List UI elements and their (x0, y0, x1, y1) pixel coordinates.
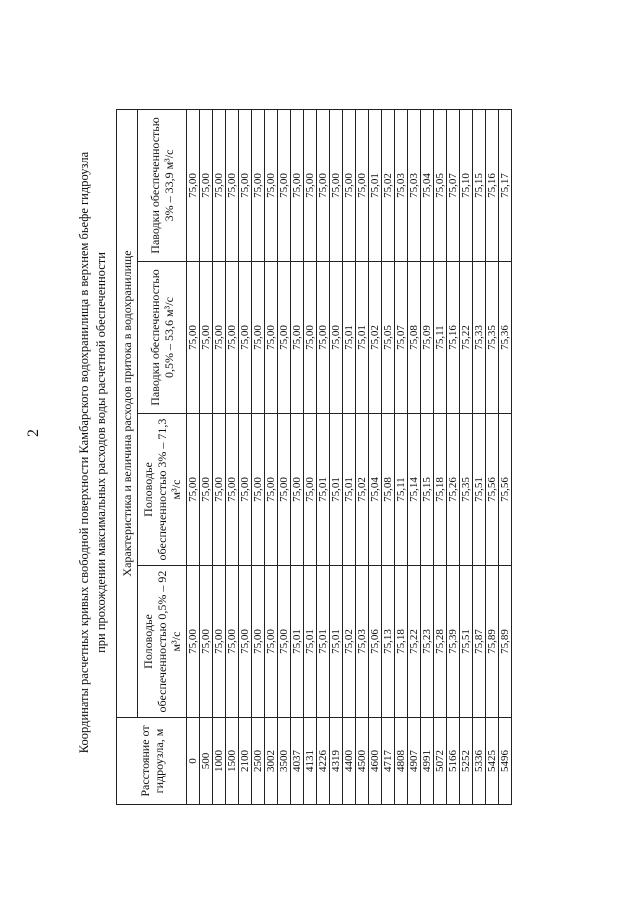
table-title-line-1: Координаты расчетных кривых свободной поверхности Камбарского водохранилища в верхнем бьефе гидроузла (77, 151, 91, 754)
level-cell: 75,05 (434, 109, 447, 261)
level-cell: 75,00 (200, 109, 213, 261)
level-cell: 75,03 (408, 109, 421, 261)
distance-cell: 3002 (265, 718, 278, 805)
level-cell: 75,00 (226, 109, 239, 261)
level-cell: 75,04 (369, 414, 382, 566)
distance-cell: 3500 (278, 718, 291, 805)
level-cell: 75,00 (291, 109, 304, 261)
level-cell: 75,00 (317, 262, 330, 414)
distance-cell: 4500 (356, 718, 369, 805)
level-cell: 75,05 (382, 262, 395, 414)
level-cell: 75,00 (278, 109, 291, 261)
level-cell: 75,00 (278, 414, 291, 566)
level-cell: 75,89 (486, 566, 499, 718)
level-cell: 75,87 (473, 566, 486, 718)
header-col-1: Половодье обеспеченностью 0,5% – 92 м³/с (138, 566, 187, 718)
level-cell: 75,15 (473, 109, 486, 261)
level-cell: 75,00 (265, 414, 278, 566)
distance-cell: 5336 (473, 718, 486, 805)
water-surface-table (116, 109, 512, 805)
table-row (278, 109, 291, 804)
table-row (473, 109, 486, 804)
distance-cell: 2500 (252, 718, 265, 805)
level-cell: 75,28 (434, 566, 447, 718)
level-cell: 75,00 (343, 109, 356, 261)
header-col-2: Половодье обеспеченностью 3% – 71,3 м³/с (138, 414, 187, 566)
distance-cell: 5425 (486, 718, 499, 805)
distance-cell: 4037 (291, 718, 304, 805)
level-cell: 75,00 (265, 262, 278, 414)
level-cell: 75,00 (226, 566, 239, 718)
level-cell: 75,01 (343, 414, 356, 566)
level-cell: 75,22 (460, 262, 473, 414)
level-cell: 75,00 (252, 566, 265, 718)
level-cell: 75,11 (434, 262, 447, 414)
table-title-line-2: при прохождении максимальных расходов воды расчетной обеспеченности (94, 252, 108, 653)
table-row (447, 109, 460, 804)
distance-cell: 5072 (434, 718, 447, 805)
table-row (369, 109, 382, 804)
distance-cell: 2100 (239, 718, 252, 805)
level-cell: 75,26 (447, 414, 460, 566)
header-distance: Расстояние от гидроузла, м (117, 718, 187, 805)
distance-cell: 4907 (408, 718, 421, 805)
level-cell: 75,00 (239, 262, 252, 414)
level-cell: 75,00 (278, 566, 291, 718)
level-cell: 75,16 (486, 109, 499, 261)
level-cell: 75,02 (356, 414, 369, 566)
level-cell: 75,07 (447, 109, 460, 261)
table-row (343, 109, 356, 804)
level-cell: 75,13 (382, 566, 395, 718)
table-row (265, 109, 278, 804)
level-cell: 75,02 (382, 109, 395, 261)
level-cell: 75,01 (304, 566, 317, 718)
table-row (408, 109, 421, 804)
level-cell: 75,00 (330, 109, 343, 261)
table-row (395, 109, 408, 804)
level-cell: 75,33 (473, 262, 486, 414)
table-row (421, 109, 434, 804)
level-cell: 75,01 (317, 414, 330, 566)
level-cell: 75,00 (304, 109, 317, 261)
level-cell: 75,00 (226, 262, 239, 414)
level-cell: 75,01 (369, 109, 382, 261)
level-cell: 75,00 (356, 109, 369, 261)
level-cell: 75,00 (226, 414, 239, 566)
table-row (356, 109, 369, 804)
level-cell: 75,00 (265, 109, 278, 261)
level-cell: 75,00 (200, 414, 213, 566)
table-row (226, 109, 239, 804)
level-cell: 75,01 (317, 566, 330, 718)
level-cell: 75,00 (317, 109, 330, 261)
level-cell: 75,00 (187, 414, 200, 566)
level-cell: 75,00 (330, 262, 343, 414)
distance-cell: 5252 (460, 718, 473, 805)
table-body (187, 109, 512, 804)
distance-cell: 4991 (421, 718, 434, 805)
distance-cell: 1500 (226, 718, 239, 805)
table-row (291, 109, 304, 804)
level-cell: 75,00 (187, 262, 200, 414)
level-cell: 75,00 (252, 414, 265, 566)
level-cell: 75,22 (408, 566, 421, 718)
table-row (317, 109, 330, 804)
table-row (187, 109, 200, 804)
level-cell: 75,00 (213, 414, 226, 566)
distance-cell: 0 (187, 718, 200, 805)
level-cell: 75,07 (395, 262, 408, 414)
table-row (460, 109, 473, 804)
level-cell: 75,00 (200, 566, 213, 718)
level-cell: 75,03 (356, 566, 369, 718)
level-cell: 75,01 (330, 414, 343, 566)
level-cell: 75,00 (213, 566, 226, 718)
level-cell: 75,00 (278, 262, 291, 414)
level-cell: 75,17 (499, 109, 512, 261)
level-cell: 75,00 (252, 109, 265, 261)
level-cell: 75,35 (460, 414, 473, 566)
level-cell: 75,56 (499, 414, 512, 566)
distance-cell: 500 (200, 718, 213, 805)
level-cell: 75,16 (447, 262, 460, 414)
level-cell: 75,00 (291, 262, 304, 414)
level-cell: 75,08 (408, 262, 421, 414)
level-cell: 75,11 (395, 414, 408, 566)
level-cell: 75,09 (421, 262, 434, 414)
header-col-3: Паводки обеспеченностью 0,5% – 53,6 м³/с (138, 262, 187, 414)
level-cell: 75,01 (330, 566, 343, 718)
level-cell: 75,01 (356, 262, 369, 414)
table-row (213, 109, 226, 804)
distance-cell: 4808 (395, 718, 408, 805)
level-cell: 75,08 (382, 414, 395, 566)
level-cell: 75,01 (343, 262, 356, 414)
level-cell: 75,00 (239, 109, 252, 261)
level-cell: 75,00 (213, 109, 226, 261)
table-row (434, 109, 447, 804)
level-cell: 75,23 (421, 566, 434, 718)
level-cell: 75,00 (187, 109, 200, 261)
level-cell: 75,10 (460, 109, 473, 261)
level-cell: 75,00 (213, 262, 226, 414)
level-cell: 75,39 (447, 566, 460, 718)
distance-cell: 4131 (304, 718, 317, 805)
level-cell: 75,04 (421, 109, 434, 261)
level-cell: 75,18 (395, 566, 408, 718)
level-cell: 75,18 (434, 414, 447, 566)
table-row (304, 109, 317, 804)
level-cell: 75,14 (408, 414, 421, 566)
distance-cell: 4400 (343, 718, 356, 805)
level-cell: 75,51 (460, 566, 473, 718)
level-cell: 75,00 (239, 566, 252, 718)
distance-cell: 5166 (447, 718, 460, 805)
distance-cell: 4600 (369, 718, 382, 805)
level-cell: 75,01 (291, 566, 304, 718)
level-cell: 75,51 (473, 414, 486, 566)
level-cell: 75,00 (304, 262, 317, 414)
level-cell: 75,00 (187, 566, 200, 718)
distance-cell: 1000 (213, 718, 226, 805)
distance-cell: 5496 (499, 718, 512, 805)
level-cell: 75,00 (252, 262, 265, 414)
table-row (200, 109, 213, 804)
level-cell: 75,00 (239, 414, 252, 566)
header-col-4: Паводки обеспеченностью 3% – 33,9 м³/с (138, 109, 187, 261)
level-cell: 75,00 (200, 262, 213, 414)
distance-cell: 4319 (330, 718, 343, 805)
level-cell: 75,35 (486, 262, 499, 414)
level-cell: 75,00 (304, 414, 317, 566)
table-row (239, 109, 252, 804)
header-group: Характеристика и величина расходов притока в водохранилище (117, 109, 138, 717)
table-row (382, 109, 395, 804)
level-cell: 75,00 (265, 566, 278, 718)
distance-cell: 4226 (317, 718, 330, 805)
level-cell: 75,02 (343, 566, 356, 718)
page-number: 2 (25, 429, 42, 437)
level-cell: 75,15 (421, 414, 434, 566)
distance-cell: 4717 (382, 718, 395, 805)
level-cell: 75,00 (291, 414, 304, 566)
level-cell: 75,36 (499, 262, 512, 414)
level-cell: 75,56 (486, 414, 499, 566)
level-cell: 75,06 (369, 566, 382, 718)
table-row (252, 109, 265, 804)
level-cell: 75,03 (395, 109, 408, 261)
table-row (330, 109, 343, 804)
table-row (499, 109, 512, 804)
table-row (486, 109, 499, 804)
level-cell: 75,89 (499, 566, 512, 718)
level-cell: 75,02 (369, 262, 382, 414)
